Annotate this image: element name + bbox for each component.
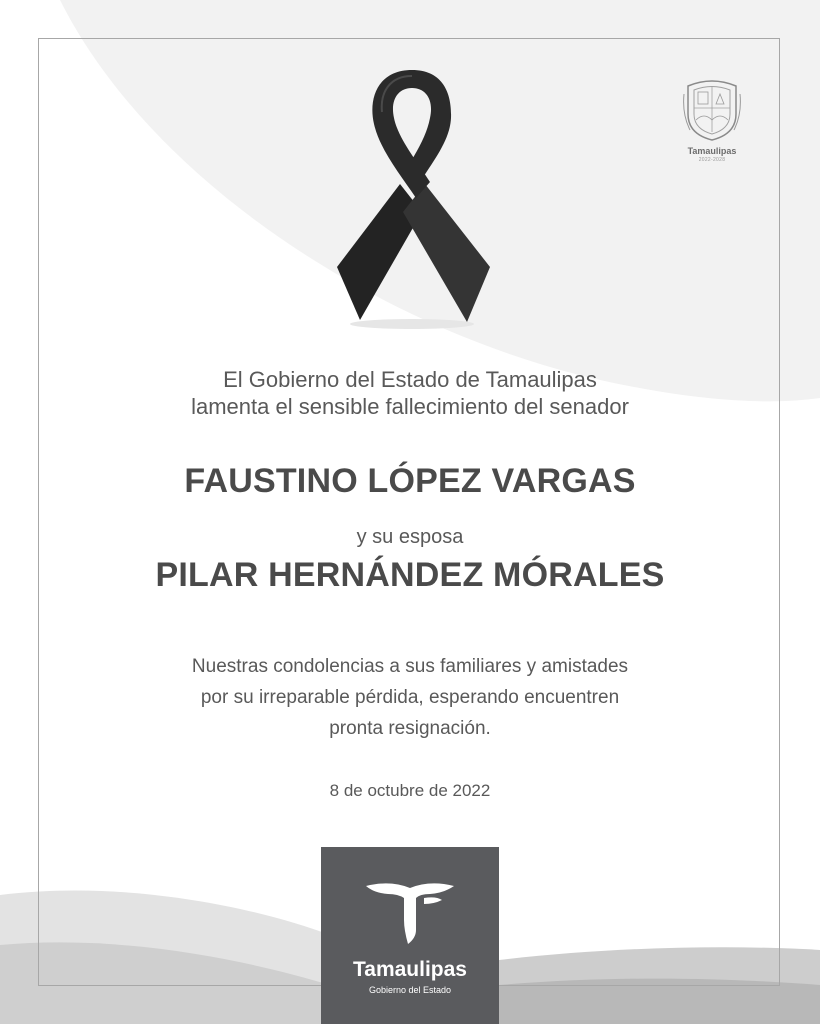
condolence-text [0, 651, 820, 744]
tamaulipas-t-logo-icon [364, 880, 456, 946]
condolence-line-1: Nuestras condolencias a sus familiares y amistades [191, 656, 629, 677]
coat-of-arms-icon [682, 74, 742, 144]
intro-line-1: El Gobierno del Estado de Tamaulipas [223, 367, 597, 392]
state-coat-of-arms [676, 74, 748, 182]
spouse-name: PILAR HERNÁNDEZ MÓRALES [155, 556, 665, 594]
message-date: 8 de octubre de 2022 [329, 781, 491, 800]
crest-years: 2022-2028 [698, 157, 726, 163]
government-logo [321, 847, 499, 1024]
crest-name: Tamaulipas [687, 146, 737, 156]
condolence-line-3: pronta resignación. [329, 718, 491, 739]
intro-line-2: lamenta el sensible fallecimiento del senador [191, 394, 629, 419]
intro-text [0, 366, 820, 420]
logo-subtitle: Gobierno del Estado [368, 985, 452, 995]
mourning-ribbon-icon [330, 62, 495, 332]
spouse-label: y su esposa [356, 526, 464, 548]
deceased-name: FAUSTINO LÓPEZ VARGAS [184, 462, 636, 500]
logo-name: Tamaulipas [353, 958, 467, 981]
condolence-line-2: por su irreparable pérdida, esperando encuentren [200, 687, 620, 708]
